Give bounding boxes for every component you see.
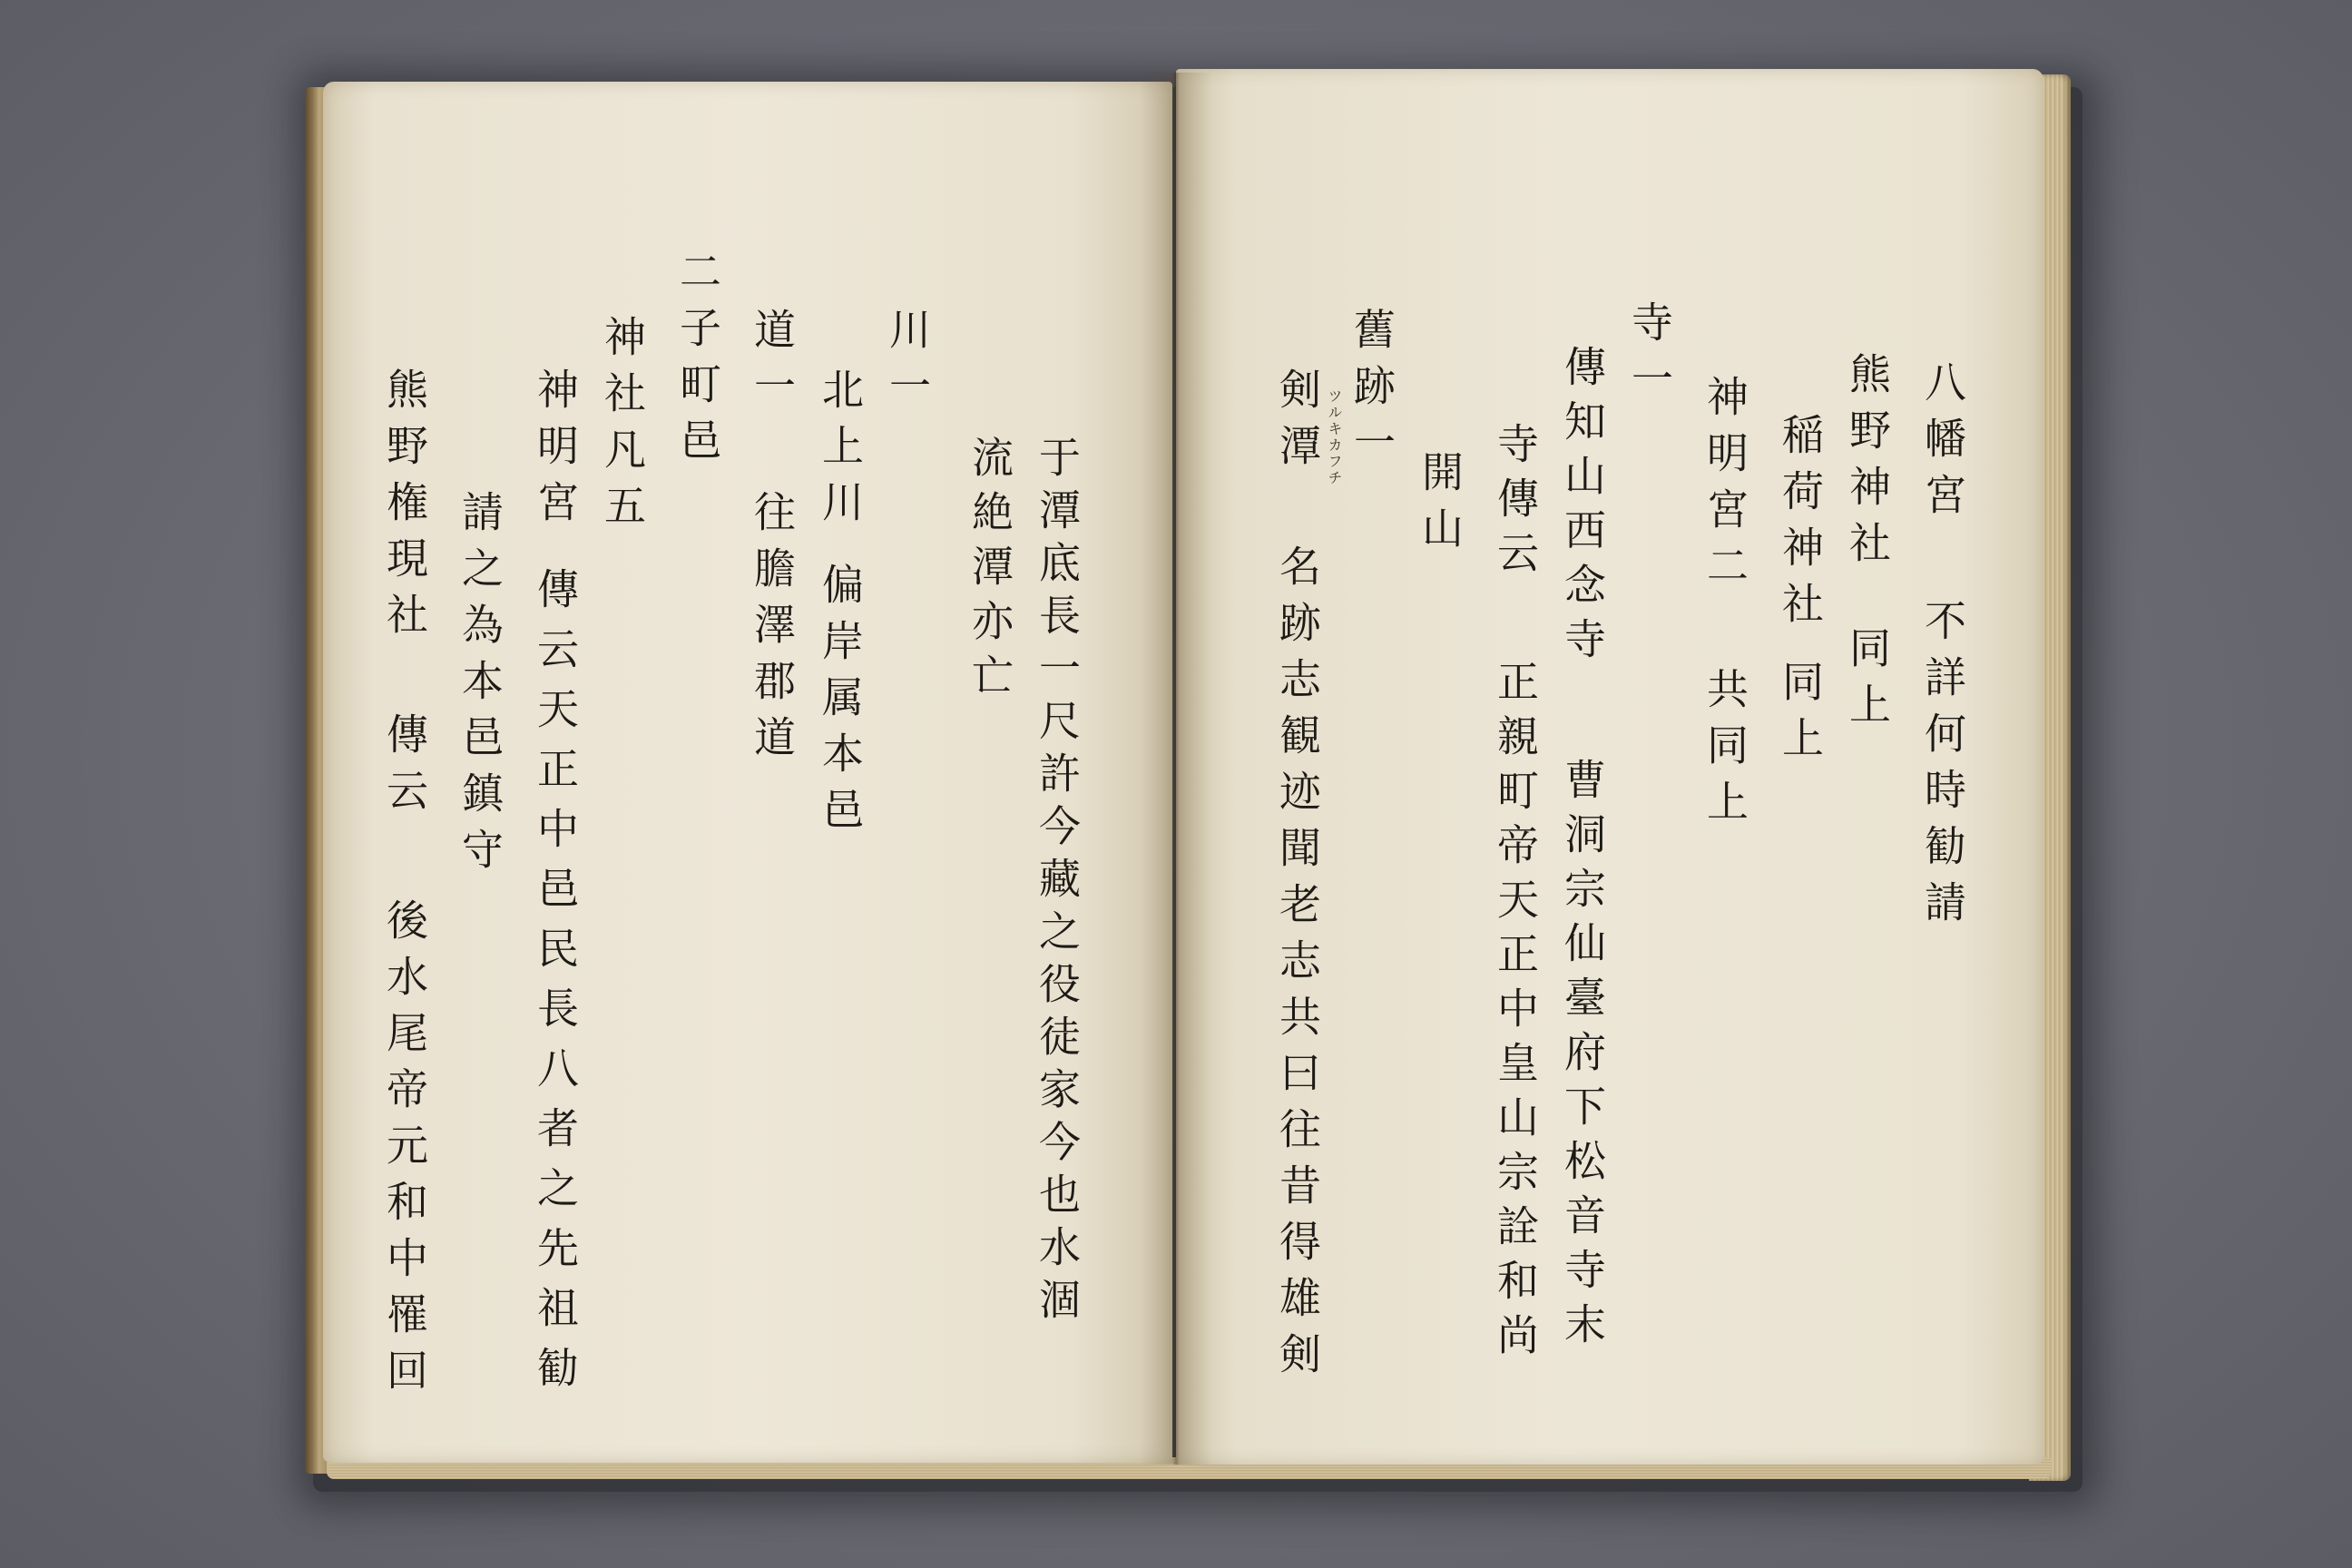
left-column-1-text: 于潭底長一尺許今藏之役徒家今也水涸 [1033, 436, 1082, 1330]
right-column-5-heading: 寺一 [1625, 300, 1674, 413]
left-column-10-note: 傳云 [380, 712, 429, 825]
left-column-6-heading: 二子町邑 [673, 250, 722, 475]
right-column-4-heading: 神明宮二 [1700, 375, 1749, 600]
right-column-1-note: 不詳何時勧請 [1918, 599, 1967, 936]
book-spine [1140, 73, 1212, 1465]
left-column-10-text: 後水尾帝元和中罹回 [380, 898, 429, 1405]
left-column-3-heading: 川一 [883, 308, 932, 420]
left-column-5-heading: 道一 [748, 308, 797, 420]
left-column-9-text: 請之為本邑鎮守 [456, 490, 505, 884]
furigana-reading: ツルキカフチ [1326, 388, 1343, 486]
right-column-1-heading: 八幡宮 [1918, 360, 1967, 529]
left-column-4-note: 偏岸属本邑 [816, 563, 865, 844]
left-column-7-heading: 神社凡五 [598, 315, 647, 540]
right-column-6-heading: 傳知山西念寺 [1558, 345, 1607, 671]
right-column-2-heading: 熊野神社 [1843, 352, 1892, 577]
right-column-8-heading: 開山 [1416, 450, 1465, 563]
right-column-7-heading: 寺傳云 [1491, 422, 1540, 585]
right-column-10-note: 名跡志観迹聞老志共曰往昔得雄剣 [1273, 544, 1322, 1388]
right-column-3-note: 同上 [1776, 660, 1825, 772]
right-column-7-note: 正親町帝天正中皇山宗詮和尚 [1491, 660, 1540, 1367]
left-column-8-heading: 神明宮 [531, 368, 580, 536]
right-column-9-heading: 舊跡一 [1348, 308, 1396, 476]
left-column-2-text: 流絶潭亦亡 [965, 436, 1014, 708]
left-column-4-heading: 北上川 [816, 368, 865, 536]
right-column-2-note: 同上 [1843, 626, 1892, 739]
left-column-10-heading: 熊野権現社 [380, 368, 429, 649]
right-column-3-heading: 稲荷神社 [1776, 413, 1825, 638]
right-column-10-heading: 剣潭 [1273, 368, 1322, 480]
left-column-8-note: 傳云天正中邑民長八者之先祖勧 [531, 567, 580, 1406]
right-column-4-note: 共同上 [1700, 667, 1749, 836]
left-column-5-note: 往膽澤郡道 [748, 490, 797, 771]
right-column-6-note: 曹洞宗仙臺府下松音寺末 [1558, 758, 1607, 1357]
